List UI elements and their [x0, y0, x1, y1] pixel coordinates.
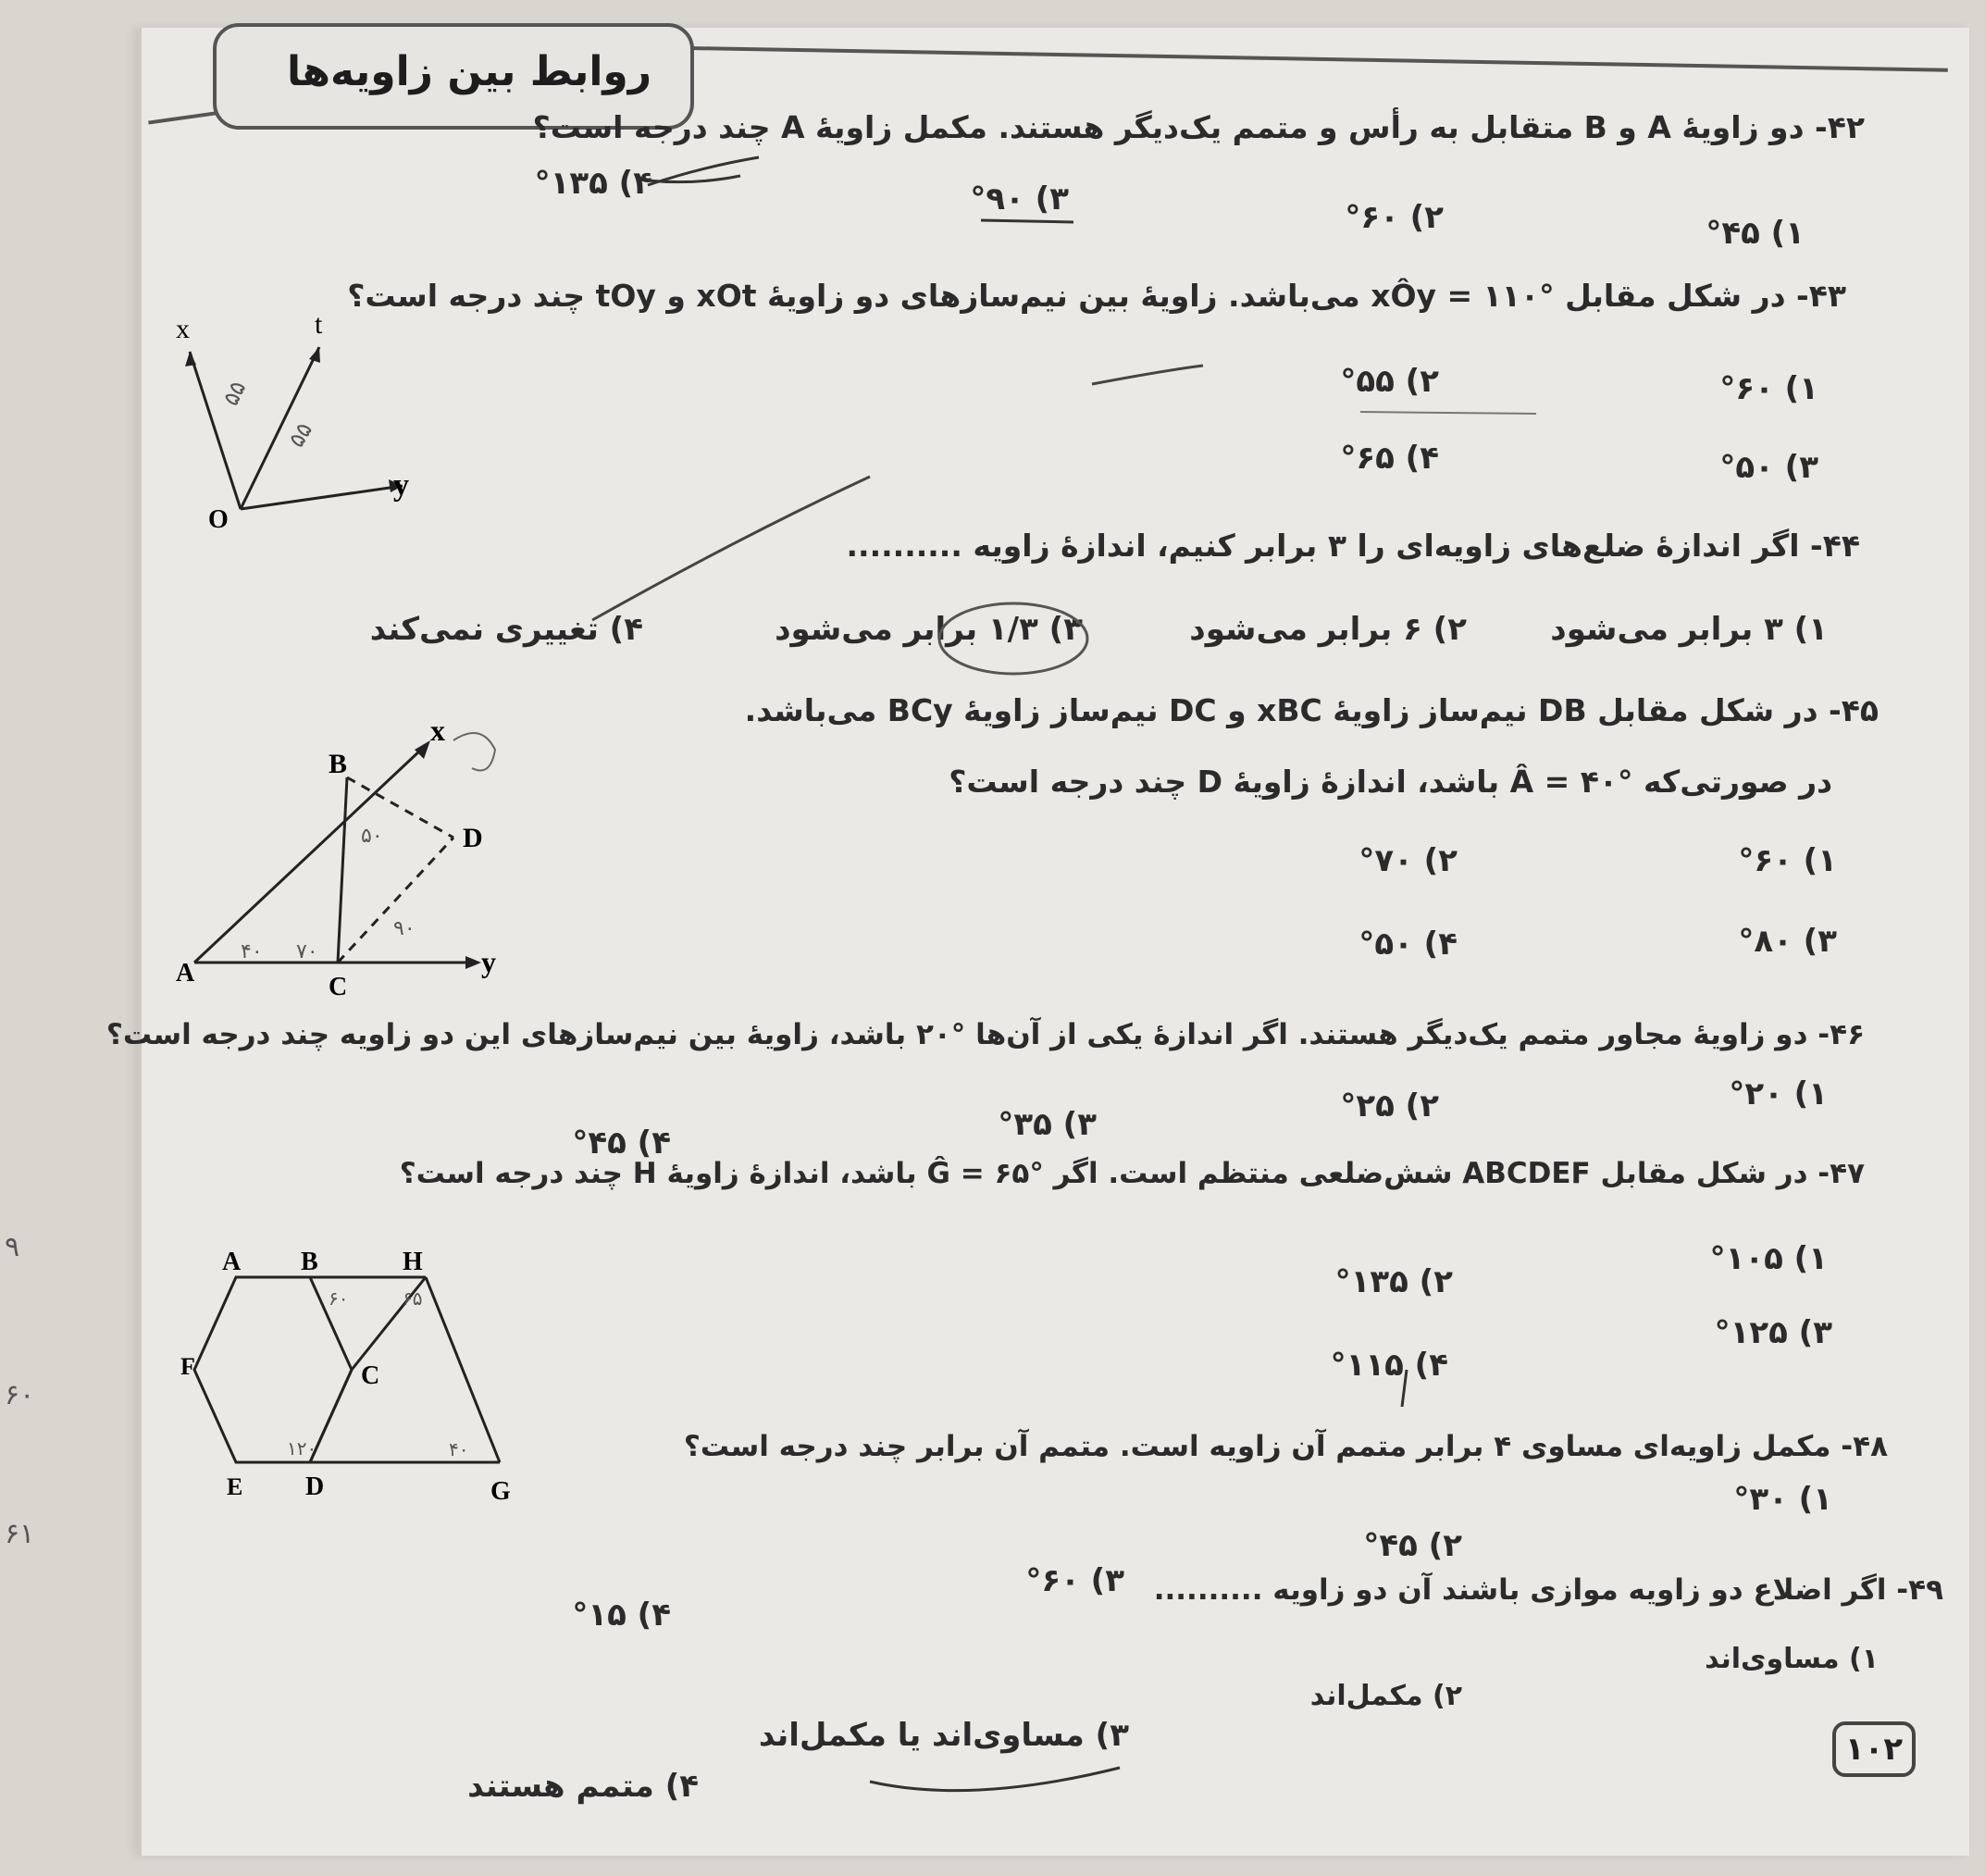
option: ۱) °۶۰ — [1719, 370, 1818, 407]
question-43: ۴۳- در شکل مقابل °xÔy = ۱۱۰ می‌باشد. زاویهٔ بین نیم‌سازهای دو زاویهٔ xOt و tOy چند درجه است؟ — [347, 278, 1846, 314]
label-c: C — [329, 973, 348, 1001]
handwritten-angle: ۶۰ — [329, 1287, 349, 1310]
label-t: t — [315, 309, 323, 340]
label-a: A — [176, 959, 195, 988]
label-o: O — [208, 505, 229, 534]
section-title: روابط بین زاویه‌ها — [287, 48, 652, 95]
option: ۲) مکمل‌اند — [1309, 1680, 1462, 1712]
handwritten-angle: ۹۰ — [393, 917, 416, 940]
handwritten-angle: ۶۵ — [403, 1287, 423, 1310]
arrow-t — [309, 347, 320, 363]
option: ۴) °۶۵ — [1340, 440, 1439, 477]
option: ۱) °۲۰ — [1729, 1075, 1828, 1112]
option: ۳) °۵۰ — [1719, 449, 1818, 486]
handwritten-angle: ۴۰ — [241, 940, 263, 963]
option: ۴) تغییری نمی‌کند — [369, 611, 643, 648]
question-49: ۴۹- اگر اضلاع دو زاویه موازی باشند آن دو زاویه .......... — [1153, 1573, 1943, 1607]
label-d: D — [305, 1472, 325, 1501]
label-g: G — [490, 1477, 511, 1506]
handwritten-angle: ۵۵ — [217, 377, 252, 410]
figure-47 — [180, 1240, 532, 1518]
page-number: ۱۰۲ — [1832, 1721, 1916, 1777]
question-46: ۴۶- دو زاویهٔ مجاور متمم یک‌دیگر هستند. اگر اندازهٔ یکی از آن‌ها °۲۰ باشد، زاویهٔ بین نیم‌سازهای این دو زاویه چند درجه است؟ — [105, 1018, 1865, 1051]
option: ۲) °۴۵ — [1363, 1527, 1462, 1564]
option: ۱) ۳ برابر می‌شود — [1550, 611, 1828, 648]
option: ۳) °۸۰ — [1738, 923, 1837, 960]
handwritten-angle: ۴۰ — [449, 1438, 469, 1460]
line-ax — [194, 750, 421, 963]
label-h: H — [403, 1248, 423, 1276]
option: ۱) °۶۰ — [1738, 842, 1837, 879]
option: ۲) °۶۰ — [1345, 199, 1444, 236]
label-e: E — [227, 1473, 243, 1500]
question-45: ۴۵- در شکل مقابل DB نیم‌ساز زاویهٔ xBC و DC نیم‌ساز زاویهٔ BCy می‌باشد. — [744, 692, 1879, 728]
question-42: ۴۲- دو زاویهٔ A و B متقابل به رأس و متمم یک‌دیگر هستند. مکمل زاویهٔ A چند درجه است؟ — [532, 109, 1865, 145]
arrow-x — [185, 352, 196, 367]
option: ۱) مساوی‌اند — [1705, 1643, 1879, 1675]
option: ۱) °۴۵ — [1706, 215, 1805, 252]
option: ۳) ۱/۳ برابر می‌شود — [775, 611, 1083, 648]
option: ۳) °۳۵ — [998, 1106, 1097, 1143]
handwritten-angle: ۱۲۰ — [287, 1437, 317, 1460]
option: ۲) °۷۰ — [1358, 842, 1458, 879]
arrow-x — [415, 740, 430, 759]
label-b: B — [329, 749, 348, 779]
handwritten-angle: ۷۰ — [296, 940, 318, 963]
option: ۴) متمم هستند — [467, 1768, 699, 1805]
option: ۲) °۵۵ — [1340, 363, 1439, 400]
margin-note: ۶۰ — [5, 1379, 35, 1411]
option: ۱) °۱۰۵ — [1709, 1240, 1828, 1277]
label-x: x — [430, 714, 445, 747]
option: ۳) °۱۲۵ — [1714, 1314, 1832, 1351]
segment-cd — [338, 838, 453, 963]
arrow-y — [465, 956, 481, 969]
option: ۳) °۹۰ — [970, 180, 1069, 217]
option: ۲) °۲۵ — [1340, 1087, 1439, 1124]
question-48: ۴۸- مکمل زاویه‌ای مساوی ۴ برابر متمم آن زاویه است. متمم آن برابر چند درجه است؟ — [683, 1430, 1888, 1463]
margin-note: ۹ — [5, 1231, 20, 1263]
ray-oy — [241, 486, 403, 509]
label-y: y — [393, 468, 409, 503]
option: ۲) ۶ برابر می‌شود — [1189, 611, 1467, 648]
segment-hg — [426, 1277, 500, 1462]
figure-45 — [176, 713, 518, 1009]
label-d: D — [463, 823, 483, 853]
option: ۴) °۱۱۵ — [1330, 1347, 1448, 1384]
label-a: A — [222, 1248, 242, 1276]
option: ۳) °۶۰ — [1025, 1562, 1124, 1599]
option: ۲) °۱۳۵ — [1334, 1263, 1453, 1300]
option: ۳) مساوی‌اند یا مکمل‌اند — [758, 1717, 1129, 1754]
ray-ox — [190, 352, 241, 509]
handwritten-angle: ۵۵ — [282, 417, 318, 452]
option: ۱) °۳۰ — [1733, 1481, 1832, 1518]
label-f: F — [180, 1353, 195, 1380]
handwritten-angle: ۵۰ — [361, 825, 383, 848]
handwritten-scribble — [453, 733, 495, 771]
question-44: ۴۴- اگر اندازهٔ ضلع‌های زاویه‌ای را ۳ برابر کنیم، اندازهٔ زاویه .......... — [846, 528, 1860, 564]
label-b: B — [301, 1248, 318, 1276]
label-x: x — [176, 314, 190, 344]
figure-43 — [157, 305, 463, 546]
option: ۴) °۱۳۵ — [534, 165, 652, 202]
label-y: y — [481, 945, 496, 978]
question-45-line2: در صورتی‌که °Â = ۴۰ باشد، اندازهٔ زاویهٔ D چند درجه است؟ — [949, 764, 1832, 800]
margin-note: ۶۱ — [5, 1518, 35, 1550]
segment-bc — [338, 777, 347, 963]
label-c: C — [361, 1361, 380, 1390]
option: ۴) °۱۵ — [572, 1596, 671, 1634]
question-47: ۴۷- در شکل مقابل ABCDEF شش‌ضلعی منتظم است. اگر °Ĝ = ۶۵ باشد، اندازهٔ زاویهٔ H چند درجه است؟ — [399, 1157, 1865, 1190]
option: ۴) °۵۰ — [1358, 926, 1458, 963]
option: ۴) °۴۵ — [572, 1124, 671, 1162]
